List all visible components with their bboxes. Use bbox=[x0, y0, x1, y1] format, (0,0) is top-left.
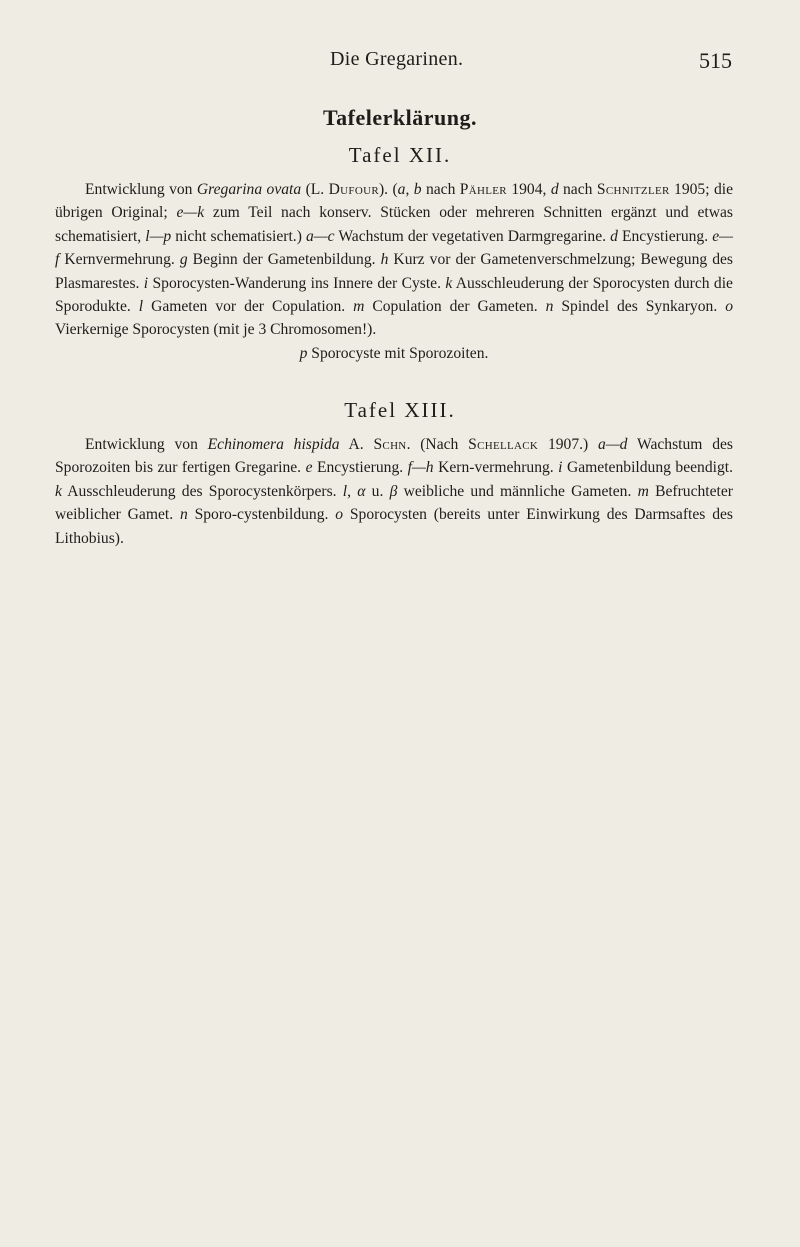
plate-xiii-description bbox=[55, 433, 733, 550]
page-header bbox=[0, 48, 800, 78]
plate-xiii-title: Tafel XIII. bbox=[344, 398, 456, 422]
plate-xii-description bbox=[55, 178, 733, 365]
main-title: Tafelerklärung. bbox=[323, 105, 477, 130]
page-number: 515 bbox=[699, 48, 732, 73]
plate-xiii-paragraph: Entwicklung von Echinomera hispida A. Schn. (Nach Schellack 1907.) a—d Wachstum des Sporozoiten bis zur fertigen Gregarine. e Encystierung. f—h Kern-vermehrung. i Gametenbildung beendigt. k Ausschleuderung des Sporocystenkörpers. l, α u. β weibliche und männliche Gameten. m Befruchteter weiblicher Gamet. n Sporo-cystenbildung. o Sporocysten (bereits unter Einwirkung des Darmsaftes des Lithobius). bbox=[55, 436, 734, 547]
plate-xii-paragraph: Entwicklung von Gregarina ovata (L. Dufour). (a, b nach Pähler 1904, d nach Schnitzler 1905; die übrigen Original; e—k zum Teil nach konserv. Stücken oder mehreren Schnitten ergänzt und etwas schematisiert, l—p nicht schematisiert.) a—c Wachstum der vegetativen Darmgregarine. d Encystierung. e—f Kernvermehrung. g Beginn der Gametenbildung. h Kurz vor der Gametenverschmelzung; Bewegung des Plasmarestes. i Sporocysten-Wanderung ins Innere der Cyste. k Ausschleuderung der Sporocysten durch die Sporodukte. l Gameten vor der Copulation. m Copulation der Gameten. n Spindel des Synkaryon. o Vierkernige Sporocysten (mit je 3 Chromosomen!). bbox=[55, 181, 733, 339]
plate-xii-title: Tafel XII. bbox=[348, 143, 452, 167]
plate-xii-last-line: p Sporocyste mit Sporozoiten. bbox=[299, 344, 489, 362]
running-title: Die Gregarinen. bbox=[330, 48, 464, 70]
